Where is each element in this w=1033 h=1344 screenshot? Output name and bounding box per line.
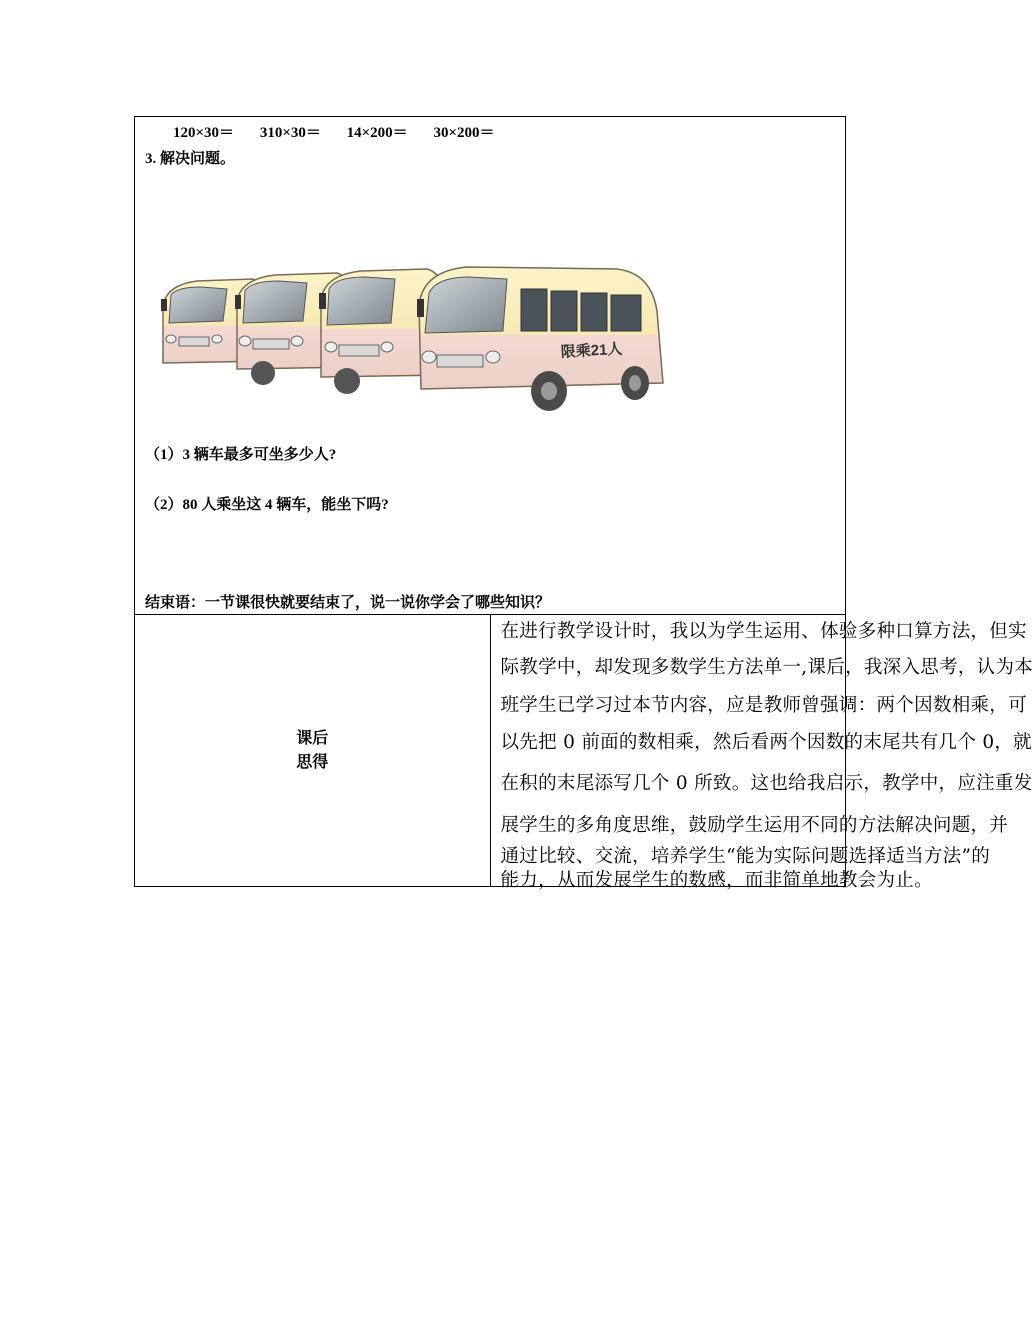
bus-icon <box>417 267 663 411</box>
reflection-line: 际教学中，却发现多数学生方法单一,课后，我深入思考，认为本 <box>500 657 1033 678</box>
reflection-line: 展学生的多角度思维，鼓励学生运用不同的方法解决问题，并 <box>500 815 1009 836</box>
expression: 14×200＝ <box>346 125 408 141</box>
expression: 310×30＝ <box>259 125 321 141</box>
reflection-line: 能力，从而发展学生的数感，而非简单地教会为止。 <box>500 870 933 891</box>
reflection-cell <box>490 615 1033 891</box>
expression: 30×200＝ <box>433 125 495 141</box>
reflection-label-line: 课后 <box>296 729 329 747</box>
reflection-line: 在进行教学设计时，我以为学生运用、体验多种口算方法，但实 <box>500 621 1027 642</box>
closing-remark: 结束语：一节课很快就要结束了，说一说你学会了哪些知识？ <box>145 595 551 611</box>
lesson-table <box>134 116 1033 891</box>
reflection-line: 班学生已学习过本节内容，应是教师曾强调：两个因数相乘，可 <box>500 695 1027 716</box>
reflection-line: 在积的末尾添写几个 0 所致。这也给我启示，教学中，应注重发 <box>500 773 1033 794</box>
reflection-label-line: 思得 <box>296 753 329 771</box>
expression: 120×30＝ <box>173 125 235 141</box>
reflection-label <box>135 615 491 887</box>
section-heading: 3. 解决问题。 <box>145 151 236 167</box>
oral-calculation-line <box>173 121 517 142</box>
question-1: （1）3 辆车最多可坐多少人? <box>145 447 337 463</box>
reflection-line: 以先把 0 前面的数相乘，然后看两个因数的末尾共有几个 0，就 <box>500 732 1032 753</box>
exercise-cell <box>135 117 846 615</box>
reflection-text <box>500 615 1033 893</box>
buses-illustration <box>157 265 672 421</box>
reflection-line: 通过比较、交流，培养学生“能为实际问题选择适当方法”的 <box>500 846 991 867</box>
question-2: （2）80 人乘坐这 4 辆车，能坐下吗? <box>145 497 389 513</box>
bus-sign-text: 限乘21人 <box>560 340 623 361</box>
